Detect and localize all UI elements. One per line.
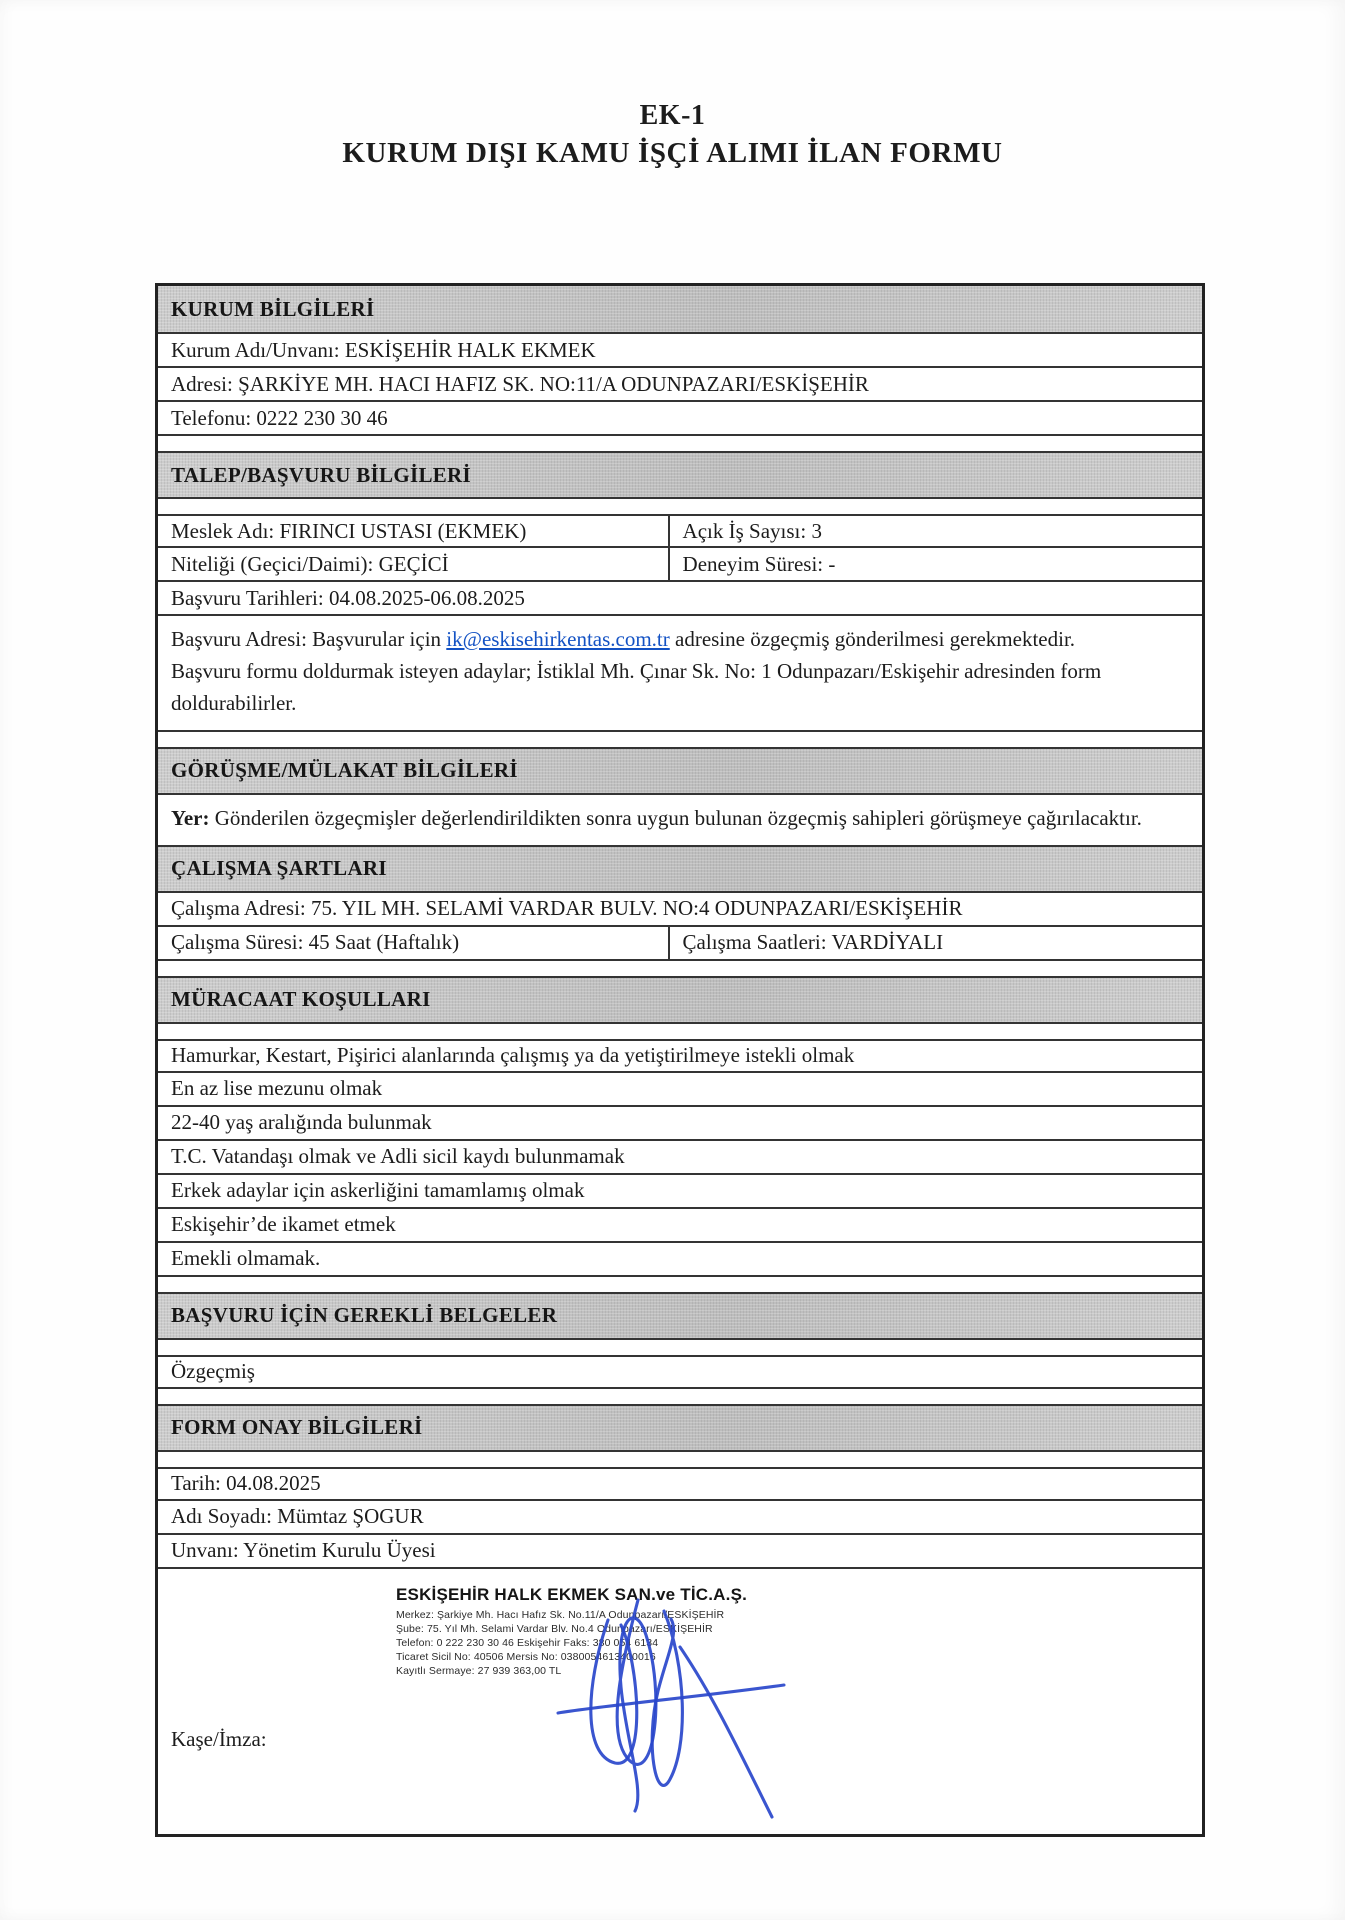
field-calisma-adresi: Çalışma Adresi: 75. YIL MH. SELAMİ VARDAR BULV. NO:4 ODUNPAZARI/ESKİŞEHİR [158, 893, 1202, 927]
requirement-item: En az lise mezunu olmak [158, 1073, 1202, 1107]
section-header-gorusme-mulakat: GÖRÜŞME/MÜLAKAT BİLGİLERİ [158, 747, 1202, 795]
email-link[interactable]: ik@eskisehirkentas.com.tr [446, 627, 670, 651]
spacer-row [158, 436, 1202, 451]
field-meslek-adi: Meslek Adı: FIRINCI USTASI (EKMEK) [158, 516, 670, 546]
row-calisma-suresi-saatleri [158, 927, 1202, 961]
requirement-item: Hamurkar, Kestart, Pişirici alanlarında çalışmış ya da yetiştirilmeye istekli olmak [158, 1039, 1202, 1073]
stamp-sicil-line: Ticaret Sicil No: 40506 Mersis No: 0380054613400016 [396, 1651, 656, 1664]
stamp-company-name: ESKİŞEHİR HALK EKMEK SAN.ve TİC.A.Ş. [396, 1584, 748, 1604]
basvuru-adresi-paragraph [171, 624, 1189, 656]
stamp-sermaye-line: Kayıtlı Sermaye: 27 939 363,00 TL [396, 1665, 562, 1678]
field-ozgecmis: Özgeçmiş [158, 1355, 1202, 1389]
field-kurum-adi: Kurum Adı/Unvanı: ESKİŞEHİR HALK EKMEK [158, 334, 1202, 368]
spacer-row [158, 961, 1202, 976]
yer-label: Yer: [171, 805, 210, 830]
field-deneyim-suresi: Deneyim Süresi: - [682, 551, 836, 576]
field-tarih: Tarih: 04.08.2025 [158, 1467, 1202, 1501]
spacer-row [158, 732, 1202, 747]
section-header-talep-basvuru: TALEP/BAŞVURU BİLGİLERİ [158, 451, 1202, 499]
section-header-muracaat-kosullari: MÜRACAAT KOŞULLARI [158, 976, 1202, 1024]
spacer-row [158, 1389, 1202, 1404]
yer-paragraph [171, 803, 1189, 835]
row-meslek-acik-is [158, 514, 1202, 548]
form-code-title: EK-1 [639, 100, 706, 131]
section-header-calisma-sartlari: ÇALIŞMA ŞARTLARI [158, 845, 1202, 893]
section-header-gerekli-belgeler: BAŞVURU İÇİN GEREKLİ BELGELER [158, 1292, 1202, 1340]
row-niteligi-deneyim [158, 548, 1202, 582]
form-table [155, 283, 1205, 1837]
field-calisma-suresi: Çalışma Süresi: 45 Saat (Haftalık) [158, 927, 670, 959]
section-header-kurum-bilgileri: KURUM BİLGİLERİ [158, 286, 1202, 334]
section-header-form-onay: FORM ONAY BİLGİLERİ [158, 1404, 1202, 1452]
company-stamp [396, 1585, 866, 1679]
field-basvuru-tarihleri: Başvuru Tarihleri: 04.08.2025-06.08.2025 [158, 582, 1202, 616]
field-acik-is-sayisi: Açık İş Sayısı: 3 [682, 518, 822, 543]
spacer-row [158, 1277, 1202, 1292]
requirement-item: Erkek adaylar için askerliğini tamamlamış olmak [158, 1175, 1202, 1209]
field-basvuru-adresi [158, 616, 1202, 732]
requirement-item: 22-40 yaş aralığında bulunmak [158, 1107, 1202, 1141]
field-kase-imza [158, 1569, 1202, 1834]
stamp-telefon-line: Telefon: 0 222 230 30 46 Eskişehir Faks: 380 054 6134 [396, 1636, 659, 1649]
field-niteligi: Niteliği (Geçici/Daimi): GEÇİCİ [158, 548, 670, 580]
stamp-merkez-line: Merkez: Şarkiye Mh. Hacı Hafız Sk. No.11/A Odunpazarı/ESKİŞEHİR [396, 1608, 725, 1621]
field-unvani: Unvanı: Yönetim Kurulu Üyesi [158, 1535, 1202, 1569]
field-adres: Adresi: ŞARKİYE MH. HACI HAFIZ SK. NO:11/A ODUNPAZARI/ESKİŞEHİR [158, 368, 1202, 402]
field-telefon: Telefonu: 0222 230 30 46 [158, 402, 1202, 436]
spacer-row [158, 1024, 1202, 1039]
field-adi-soyadi: Adı Soyadı: Mümtaz ŞOGUR [158, 1501, 1202, 1535]
requirement-item: Emekli olmamak. [158, 1243, 1202, 1277]
stamp-sube-line: Şube: 75. Yıl Mh. Selami Vardar Blv. No.4 Odunpazarı/ESKİŞEHİR [396, 1622, 713, 1635]
basvuru-adresi-prefix: Başvuru Adresi: Başvurular için [171, 627, 447, 651]
requirement-item: Eskişehir’de ikamet etmek [158, 1209, 1202, 1243]
form-main-title: KURUM DIŞI KAMU İŞÇİ ALIMI İLAN FORMU [342, 137, 1003, 169]
field-yer [158, 795, 1202, 845]
yer-text: Gönderilen özgeçmişler değerlendirildikten sonra uygun bulunan özgeçmiş sahipleri görüşmeye çağırılacaktır. [209, 805, 1142, 830]
kase-imza-label: Kaşe/İmza: [171, 1726, 267, 1751]
spacer-row [158, 499, 1202, 514]
field-calisma-saatleri: Çalışma Saatleri: VARDİYALI [682, 930, 944, 955]
spacer-row [158, 1340, 1202, 1355]
basvuru-adresi-suffix: adresine özgeçmiş gönderilmesi gerekmektedir. [669, 627, 1076, 651]
basvuru-form-note: Başvuru formu doldurmak isteyen adaylar; İstiklal Mh. Çınar Sk. No: 1 Odunpazarı/Eskişehir adresinden form doldurabilirler. [171, 658, 1102, 715]
spacer-row [158, 1452, 1202, 1467]
requirement-item: T.C. Vatandaşı olmak ve Adli sicil kaydı bulunmamak [158, 1141, 1202, 1175]
